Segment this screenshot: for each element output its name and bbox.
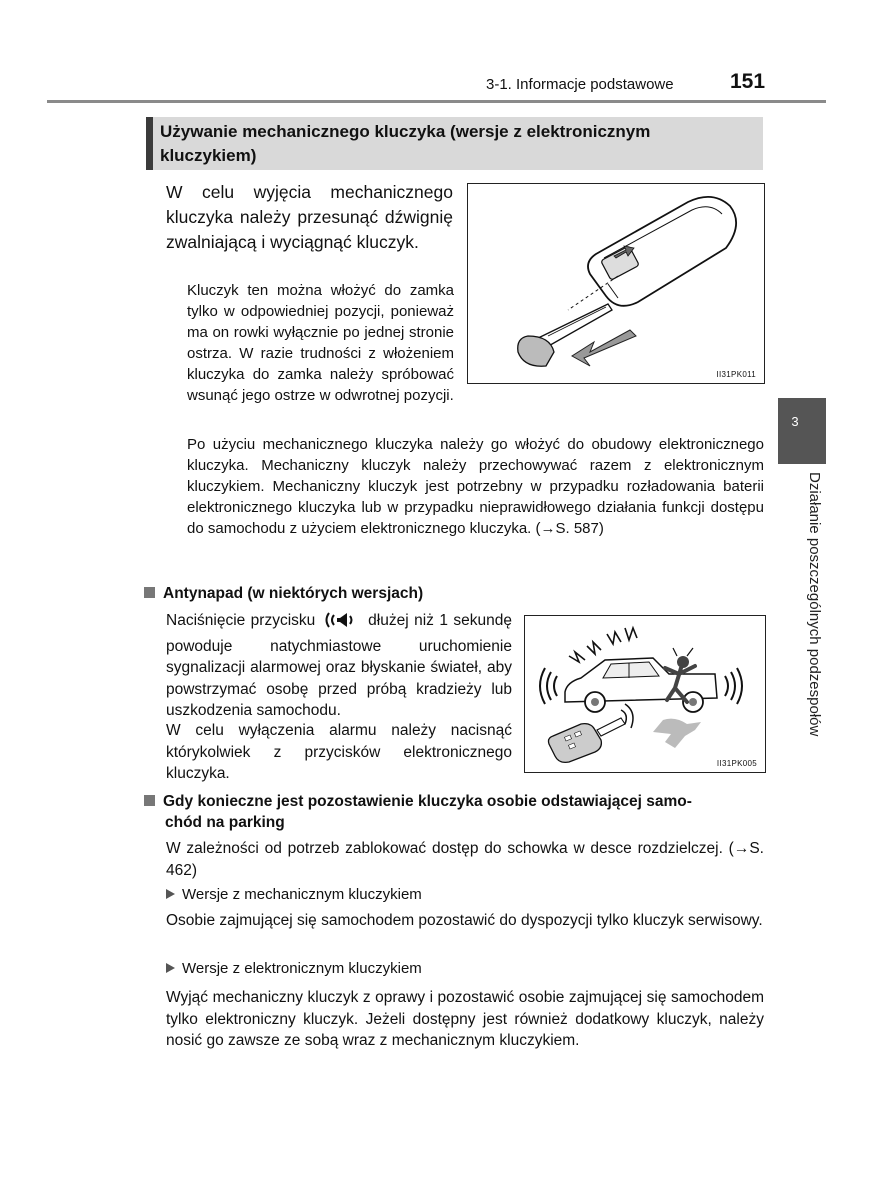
section-title: [160, 120, 755, 168]
panic-heading: [144, 583, 423, 604]
section-title-line1: Używanie mechanicznego kluczyka (wersje z elektronicznym: [160, 122, 651, 141]
panic-heading-text: Antynapad (w niektórych wersjach): [163, 585, 424, 602]
page-number: 151: [730, 70, 766, 93]
square-bullet-icon: [144, 587, 155, 598]
panic-disable-text: W celu wyłączenia alarmu należy nacisnąć którykolwiek z przycisków elektronicznego kluczyka.: [166, 722, 512, 782]
figure-id: II31PK011: [716, 370, 756, 379]
valet-item-mechanical-text: Osobie zajmującej się samochodem pozostawić do dyspozycji tylko kluczyk serwisowy.: [166, 912, 763, 929]
section-title-bar: [146, 117, 153, 170]
square-bullet-icon: [144, 795, 155, 806]
valet-item-electronic-text: Wyjąć mechaniczny kluczyk z oprawy i pozostawić osobie zajmującej się samochodem tylko elektroniczny kluczyk. Jeżeli dostępny jest również dodatkowy kluczyk, należy nosić go zawsze ze sobą wraz z mechanicznym kluczykiem.: [166, 989, 764, 1049]
alarm-illustration: [525, 616, 765, 772]
running-header: 3-1. Informacje podstawowe: [486, 76, 674, 93]
valet-item-electronic: [166, 958, 422, 979]
valet-heading-line1: Gdy konieczne jest pozostawienie kluczyka osobie odstawiającej samo-: [163, 793, 692, 810]
note-key-storage: Po użyciu mechanicznego kluczyka należy go włożyć do obudowy elektronicznego kluczyka. Mechaniczny kluczyk należy przechowywać razem z elektronicznym kluczykiem. Mechaniczny kluczyk jest potrzebny w przypadku rozładowania baterii elektronicznego kluczyka lub w przypadku nieprawidłowego działania funkcji dostępu do samochodu z użyciem elektronicznego kluczyka. (→S. 587): [187, 436, 764, 537]
figure-id: II31PK005: [716, 759, 757, 768]
mechanical-key-illustration: [468, 184, 764, 383]
panic-text: [166, 610, 512, 722]
figure-alarm: [524, 615, 766, 773]
valet-item-mechanical-label: Wersje z mechanicznym kluczykiem: [182, 886, 422, 903]
valet-heading-line2: chód na parking: [165, 814, 285, 831]
triangle-bullet-icon: [166, 963, 175, 973]
note-key-insertion: Kluczyk ten można włożyć do zamka tylko w odpowiedniej pozycji, ponieważ ma on rowki wyłącznie po jednej stronie ostrza. W razie trudności z włożeniem kluczyka do zamka należy spróbować wsunąć jego ostrze w odwrotnej pozycji.: [187, 282, 454, 404]
header-rule: [47, 100, 826, 103]
chapter-number: 3: [791, 414, 799, 429]
panic-text-end: dłużej niż 1 sekundę powoduje natychmiastowe uruchomienie sygnalizacji alarmowej oraz błyskanie świateł, aby powstrzymać osobę przed próbą kradzieży lub uszkodzenia samochodu.: [166, 612, 512, 719]
section-title-line2: kluczykiem): [160, 146, 257, 165]
chapter-label: Działanie poszczególnych podzespołów: [806, 472, 823, 737]
panic-button-icon: [323, 611, 361, 636]
triangle-bullet-icon: [166, 889, 175, 899]
valet-item-mechanical: [166, 884, 422, 905]
lead-paragraph: W celu wyjęcia mechanicznego kluczyka należy przesunąć dźwignię zwalniającą i wyciągnąć kluczyk.: [166, 182, 453, 252]
chapter-tab: [778, 398, 826, 464]
valet-intro: W zależności od potrzeb zablokować dostęp do schowka w desce rozdzielczej. (→S. 462): [166, 840, 764, 879]
figure-mechanical-key: [467, 183, 765, 384]
valet-heading: [144, 791, 766, 833]
valet-item-electronic-label: Wersje z elektronicznym kluczykiem: [182, 960, 422, 977]
panic-text-start: Naciśnięcie przycisku: [166, 612, 316, 629]
